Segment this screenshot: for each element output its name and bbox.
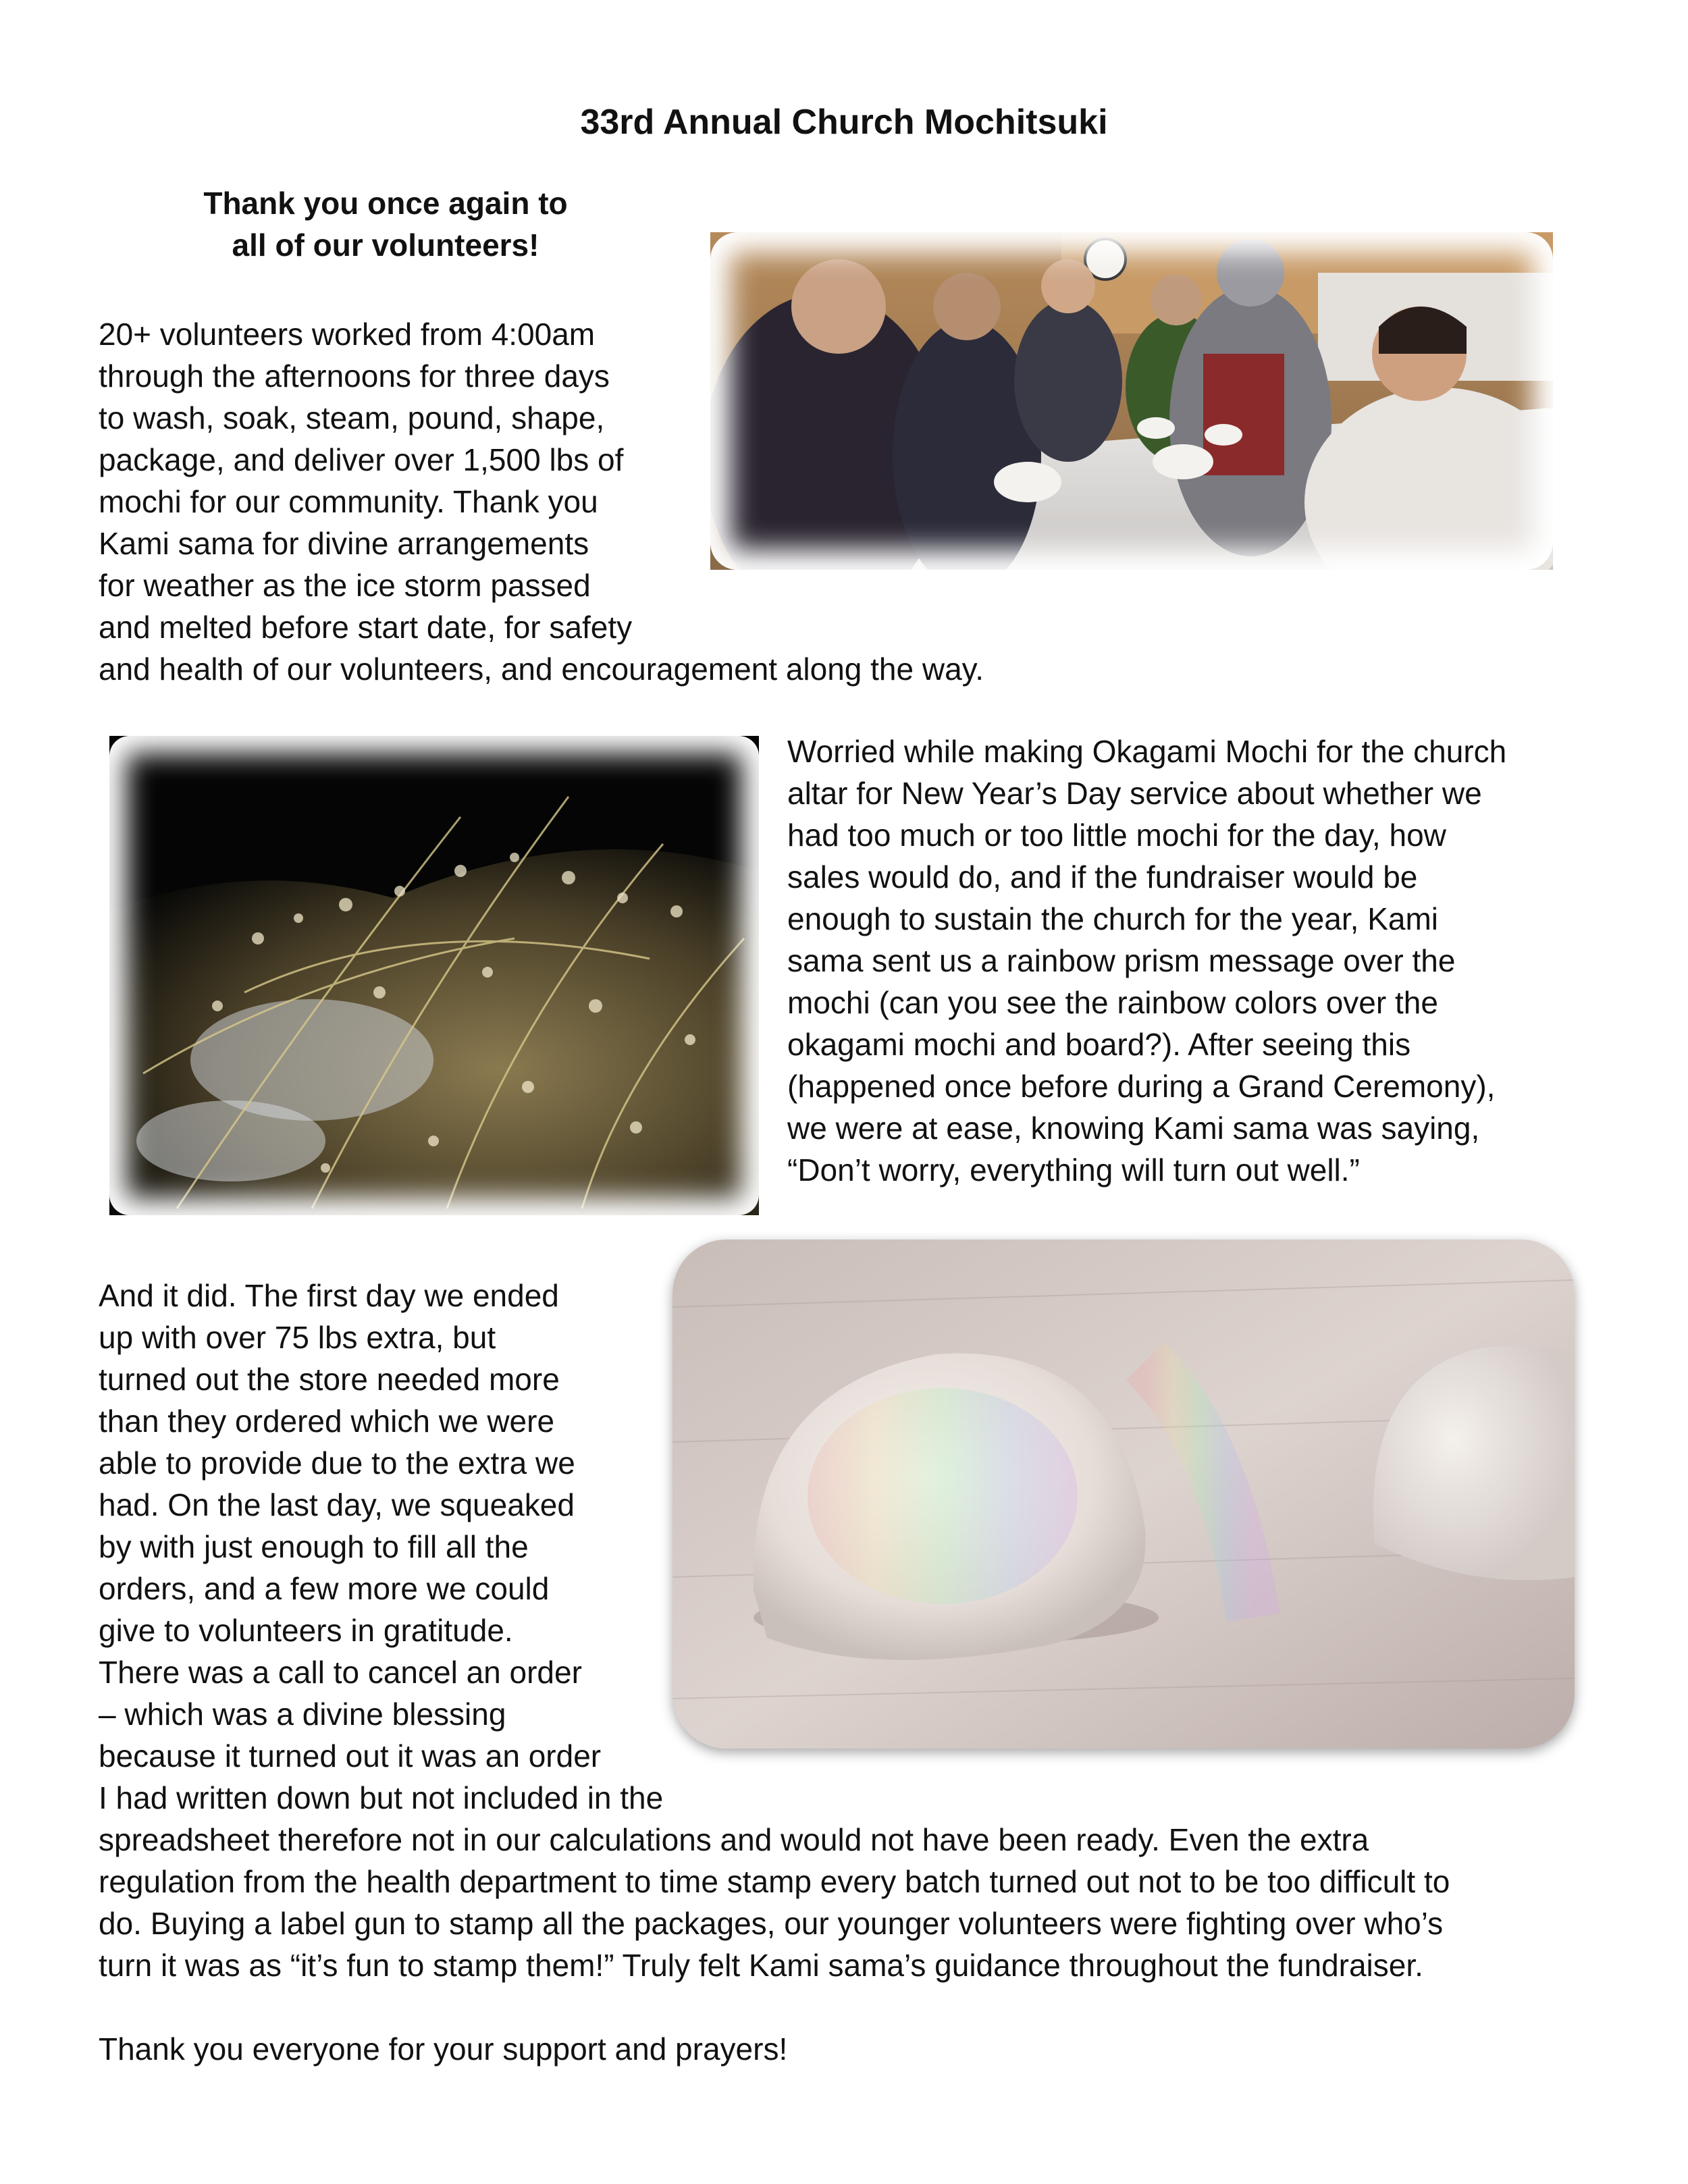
paragraph-line: give to volunteers in gratitude.	[99, 1613, 513, 1648]
paragraph-line: “Don’t worry, everything will turn out well.”	[787, 1152, 1360, 1188]
paragraph-line: sales would do, and if the fundraiser would be	[787, 859, 1418, 895]
thank-you-heading-line-1: Thank you once again to	[203, 186, 568, 221]
paragraph-line: we were at ease, knowing Kami sama was saying,	[787, 1111, 1480, 1146]
paragraph-line: do. Buying a label gun to stamp all the packages, our younger volunteers were fighting over who’s	[99, 1906, 1444, 1941]
paragraph-line: orders, and a few more we could	[99, 1571, 550, 1606]
paragraph-line: spreadsheet therefore not in our calculations and would not have been ready. Even the extra	[99, 1822, 1369, 1857]
paragraph-line: Worried while making Okagami Mochi for the church	[787, 734, 1507, 769]
paragraph-line: had too much or too little mochi for the day, how	[787, 818, 1446, 853]
thank-you-heading-line-2: all of our volunteers!	[232, 228, 539, 263]
paragraph-line: up with over 75 lbs extra, but	[99, 1320, 496, 1355]
paragraph-line: and melted before start date, for safety	[99, 610, 633, 645]
paragraph-line: okagami mochi and board?). After seeing this	[787, 1027, 1411, 1062]
paragraph-line: because it turned out it was an order	[99, 1738, 602, 1774]
paragraph-line: by with just enough to fill all the	[99, 1529, 529, 1564]
paragraph-line: mochi for our community. Thank you	[99, 484, 598, 519]
paragraph-line: turn it was as “it’s fun to stamp them!” Truly felt Kami sama’s guidance throughout the fundraiser.	[99, 1948, 1423, 1983]
paragraph-line: and health of our volunteers, and encouragement along the way.	[99, 651, 984, 687]
volunteers-photo	[710, 232, 1553, 570]
closing-thanks: Thank you everyone for your support and prayers!	[99, 2031, 788, 2067]
paragraph-line: There was a call to cancel an order	[99, 1655, 582, 1690]
okagami-mochi-photo	[672, 1240, 1575, 1749]
thank-you-heading	[99, 182, 672, 266]
paragraph-line: for weather as the ice storm passed	[99, 568, 591, 603]
ice-storm-photo	[109, 736, 759, 1215]
paragraph-line: than they ordered which we were	[99, 1404, 555, 1439]
paragraph-line: – which was a divine blessing	[99, 1697, 506, 1732]
paragraph-line: regulation from the health department to time stamp every batch turned out not to be too difficult to	[99, 1864, 1450, 1899]
paragraph-line: 20+ volunteers worked from 4:00am	[99, 317, 596, 352]
paragraph-line: mochi (can you see the rainbow colors over the	[787, 985, 1438, 1020]
paragraph-line: enough to sustain the church for the year, Kami	[787, 901, 1439, 936]
paragraph-line: I had written down but not included in the	[99, 1780, 664, 1815]
paragraph-line: able to provide due to the extra we	[99, 1445, 575, 1481]
paragraph-line: turned out the store needed more	[99, 1362, 560, 1397]
paragraph-line: package, and deliver over 1,500 lbs of	[99, 442, 624, 477]
paragraph-line: (happened once before during a Grand Ceremony),	[787, 1069, 1496, 1104]
paragraph-line: And it did. The first day we ended	[99, 1278, 559, 1313]
paragraph-line: sama sent us a rainbow prism message over the	[787, 943, 1456, 978]
page-title: 33rd Annual Church Mochitsuki	[580, 103, 1108, 142]
paragraph-line: to wash, soak, steam, pound, shape,	[99, 400, 605, 435]
paragraph-line: had. On the last day, we squeaked	[99, 1487, 575, 1522]
paragraph-line: through the afternoons for three days	[99, 358, 610, 394]
paragraph-line: Kami sama for divine arrangements	[99, 526, 589, 561]
paragraph-line: altar for New Year’s Day service about whether we	[787, 776, 1482, 811]
